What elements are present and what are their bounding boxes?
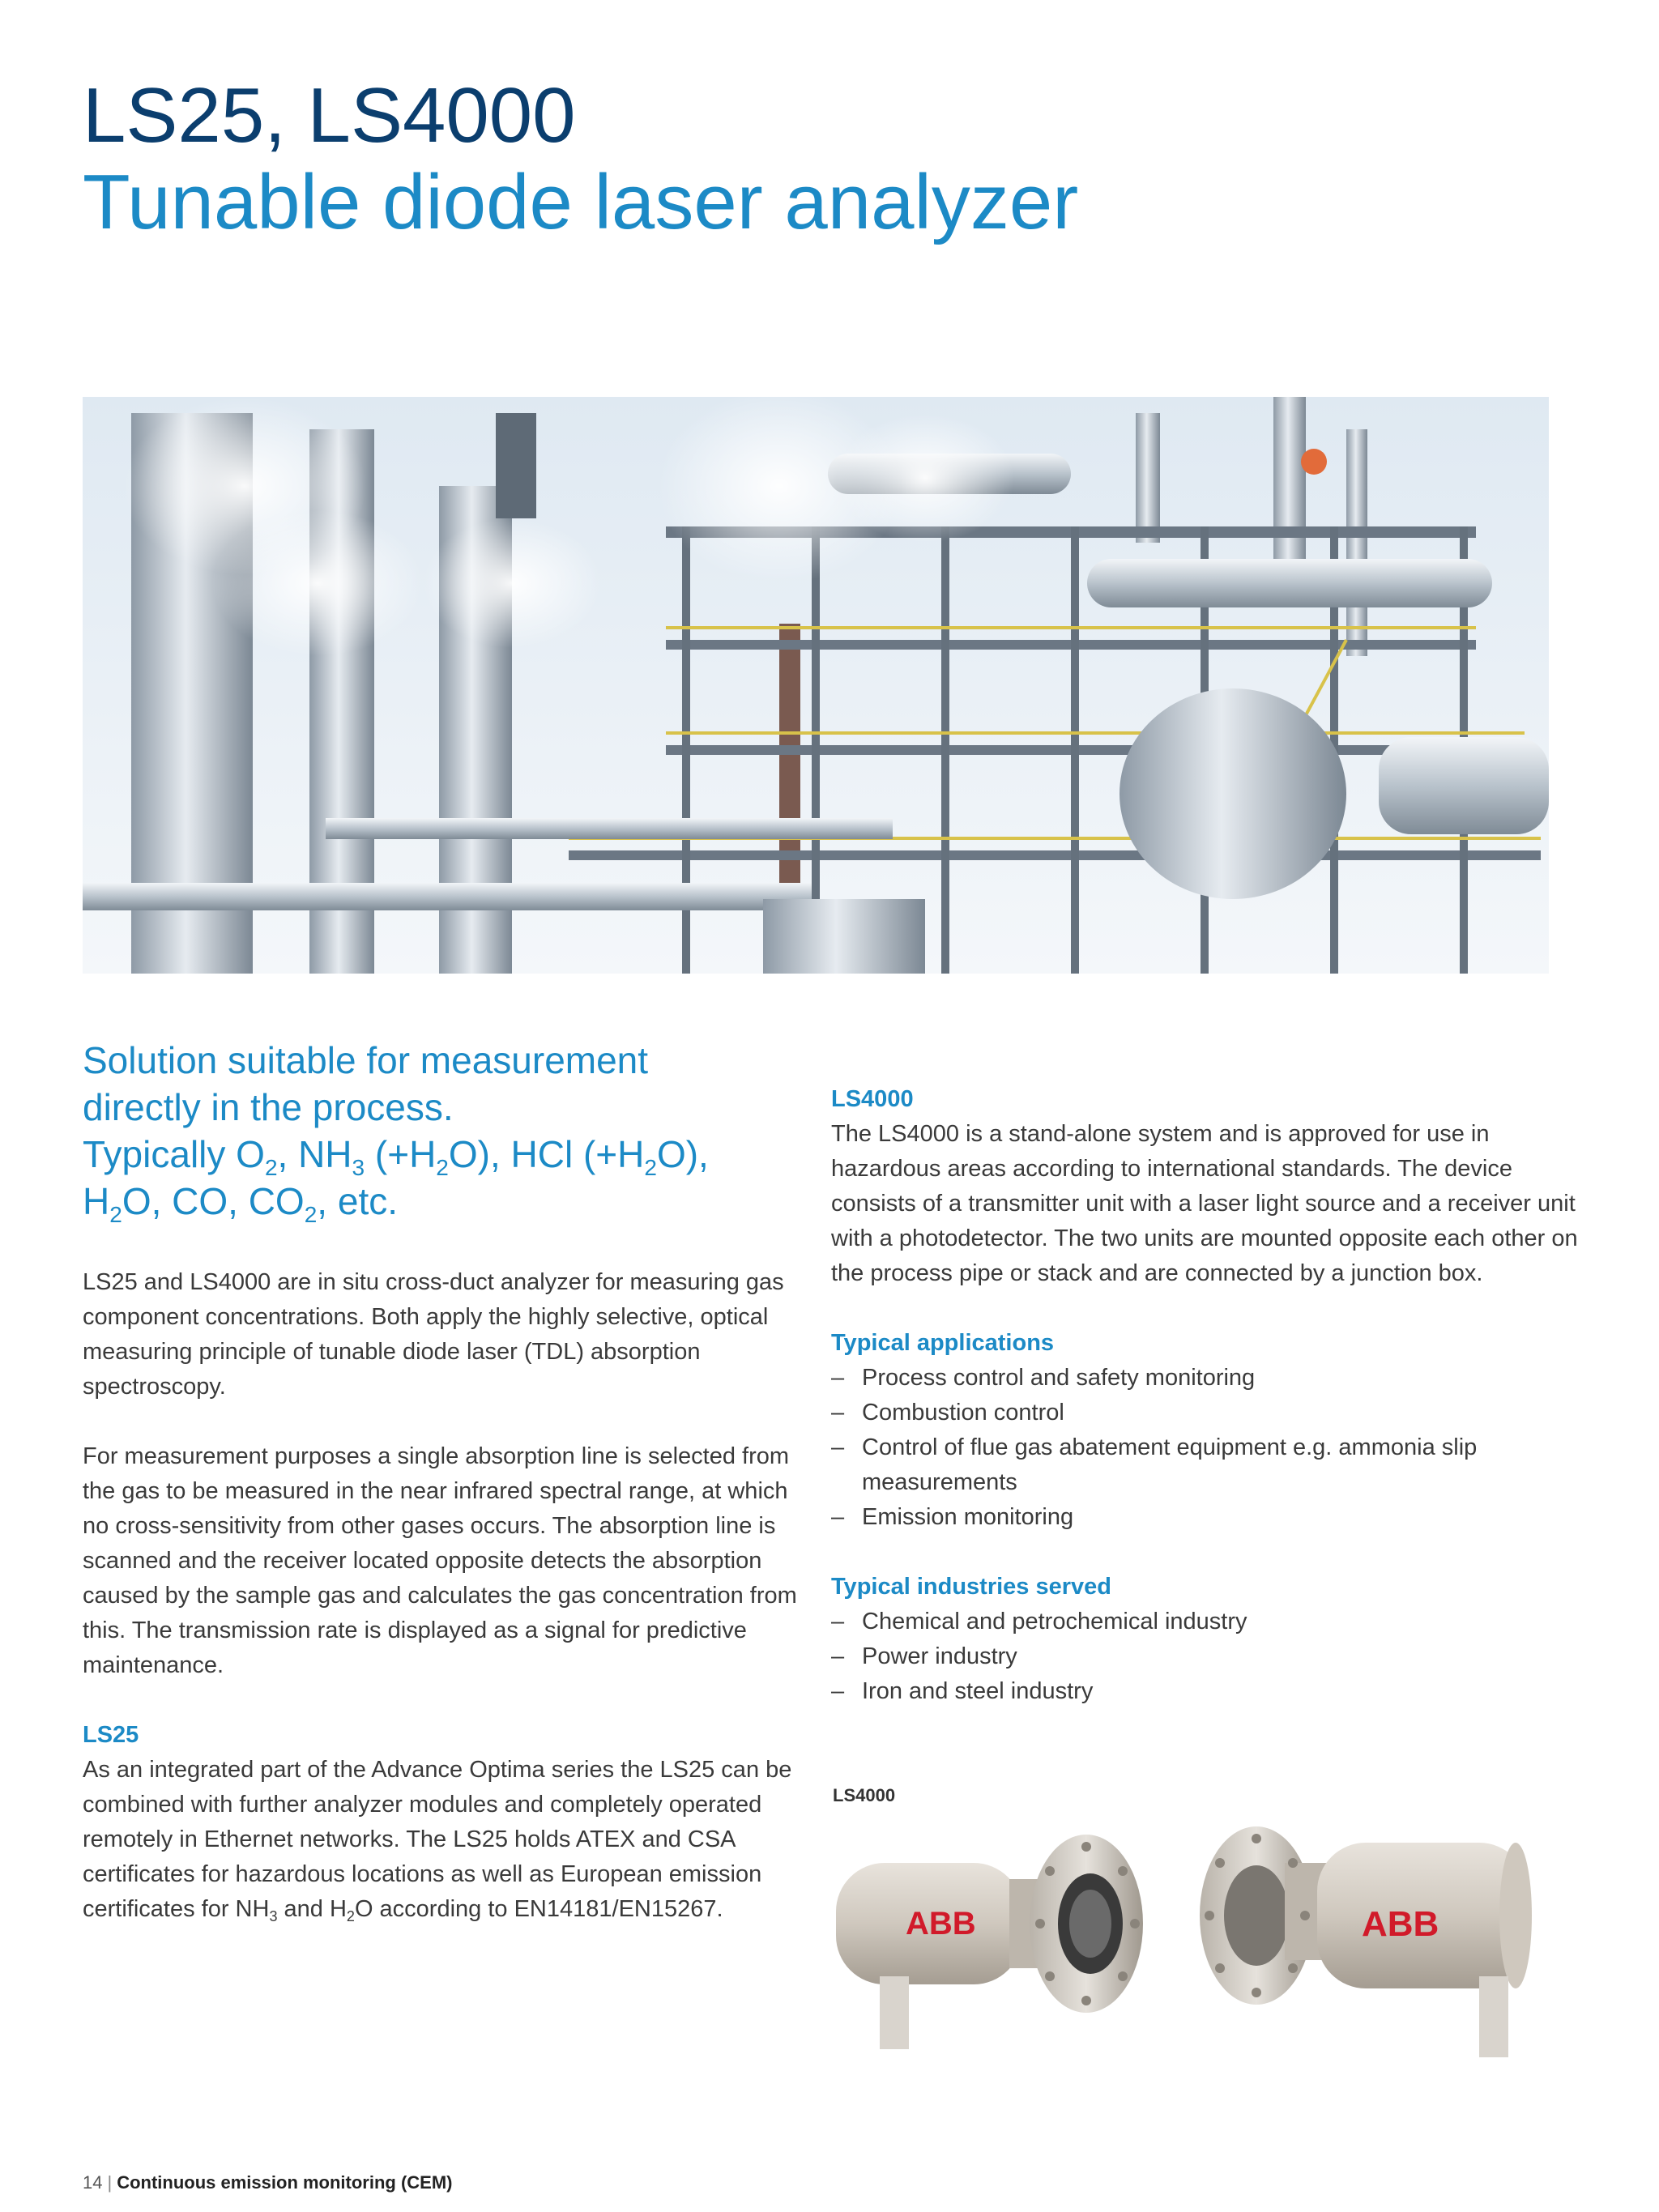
subscript: 2 [109, 1202, 122, 1227]
subscript: 2 [304, 1202, 318, 1227]
dash-bullet: – [831, 1365, 845, 1391]
page-title: LS25, LS4000 [83, 72, 576, 159]
lead-text: , etc. [317, 1180, 399, 1222]
subscript: 2 [346, 1908, 355, 1924]
lead-text: O, CO, CO [122, 1180, 305, 1222]
body-text: and H [277, 1896, 347, 1922]
dash-bullet: – [831, 1504, 845, 1530]
lead-text: Typically O [83, 1133, 265, 1175]
ls25-paragraph [83, 1753, 812, 1927]
list-item [831, 1639, 1584, 1674]
industries-heading: Typical industries served [831, 1574, 1111, 1600]
industries-list [831, 1605, 1584, 1709]
dash-bullet: – [831, 1678, 845, 1704]
list-item [831, 1605, 1584, 1639]
lead-gases-line [83, 1178, 812, 1225]
dash-bullet: – [831, 1434, 845, 1460]
subscript: 2 [644, 1155, 657, 1180]
ls4000-paragraph: The LS4000 is a stand-alone system and is approved for use in hazardous areas according to international standards. The device consists of a transmitter unit with a laser light source and a receiver unit with a photodetector. The two units are mounted opposite each other on the process pipe or stack and are connected by a junction box. [831, 1121, 1578, 1286]
lead-text: O), [656, 1133, 709, 1175]
subscript: 3 [352, 1155, 365, 1180]
lead-text: , NH [277, 1133, 352, 1175]
refinery-photo [83, 397, 1549, 974]
applications-heading: Typical applications [831, 1330, 1055, 1356]
dash-bullet: – [831, 1400, 845, 1426]
principle-paragraph: For measurement purposes a single absorption line is selected from the gas to be measured in the near infrared spectral range, at which no cross-sensitivity from other gases occurs. The absorption line is scanned and the receiver located opposite detects the absorption caused by the sample gas and calculates the gas concentration from this. The transmission rate is displayed as a signal for predictive maintenance. [83, 1443, 797, 1678]
ls4000-product-photo [831, 1814, 1544, 2082]
receiver-unit [1200, 1826, 1532, 2057]
list-item [831, 1430, 1584, 1500]
product-image-caption: LS4000 [833, 1785, 896, 1805]
applications-list [831, 1361, 1584, 1535]
abb-logo: ABB [906, 1906, 976, 1941]
lead-line: directly in the process. [83, 1086, 454, 1128]
intro-paragraph: LS25 and LS4000 are in situ cross-duct analyzer for measuring gas component concentrations. Both apply the highly selective, optical measuring principle of tunable diode laser (TDL) absorption spectroscopy. [83, 1269, 784, 1400]
list-item-text: Combustion control [862, 1400, 1064, 1426]
subscript: 2 [436, 1155, 449, 1180]
lead-line: Solution suitable for measurement [83, 1039, 649, 1081]
lead-text: (+H [365, 1133, 437, 1175]
body-text: O according to EN14181/EN15267. [354, 1896, 723, 1922]
ls25-heading: LS25 [83, 1722, 139, 1748]
dash-bullet: – [831, 1609, 845, 1634]
subscript: 3 [269, 1908, 278, 1924]
footer-section-title: Continuous emission monitoring (CEM) [117, 2172, 453, 2193]
list-item-text: Iron and steel industry [862, 1678, 1094, 1704]
body-text: As an integrated part of the Advance Optima series the LS25 can be combined with further analyzer modules and completely operated remotely in Ethernet networks. The LS25 holds ATEX and CSA certificates for hazardous locations as well as European emission certificates for NH [83, 1757, 792, 1922]
list-item-text: Chemical and petrochemical industry [862, 1609, 1247, 1634]
list-item [831, 1674, 1584, 1709]
footer-separator: | [107, 2172, 113, 2193]
page-footer [83, 2172, 453, 2193]
lead-gases-line [83, 1131, 812, 1178]
abb-logo: ABB [1362, 1904, 1439, 1944]
list-item-text: Process control and safety monitoring [862, 1365, 1256, 1391]
lead-text: O), HCl (+H [448, 1133, 645, 1175]
lead-statement [83, 1037, 812, 1225]
list-item [831, 1500, 1584, 1535]
lead-text: H [83, 1180, 110, 1222]
list-item-text: Power industry [862, 1643, 1017, 1669]
list-item [831, 1361, 1584, 1396]
page-number: 14 [83, 2172, 103, 2193]
right-column [831, 1082, 1584, 1744]
left-column [83, 1037, 812, 1962]
ls4000-heading: LS4000 [831, 1086, 914, 1112]
list-item-text: Emission monitoring [862, 1504, 1074, 1530]
list-item [831, 1396, 1584, 1430]
dash-bullet: – [831, 1643, 845, 1669]
subscript: 2 [264, 1155, 278, 1180]
list-item-text: Control of flue gas abatement equipment e.g. ammonia slip measurements [862, 1434, 1478, 1495]
transmitter-unit [836, 1835, 1143, 2049]
page-subtitle: Tunable diode laser analyzer [83, 159, 1079, 245]
